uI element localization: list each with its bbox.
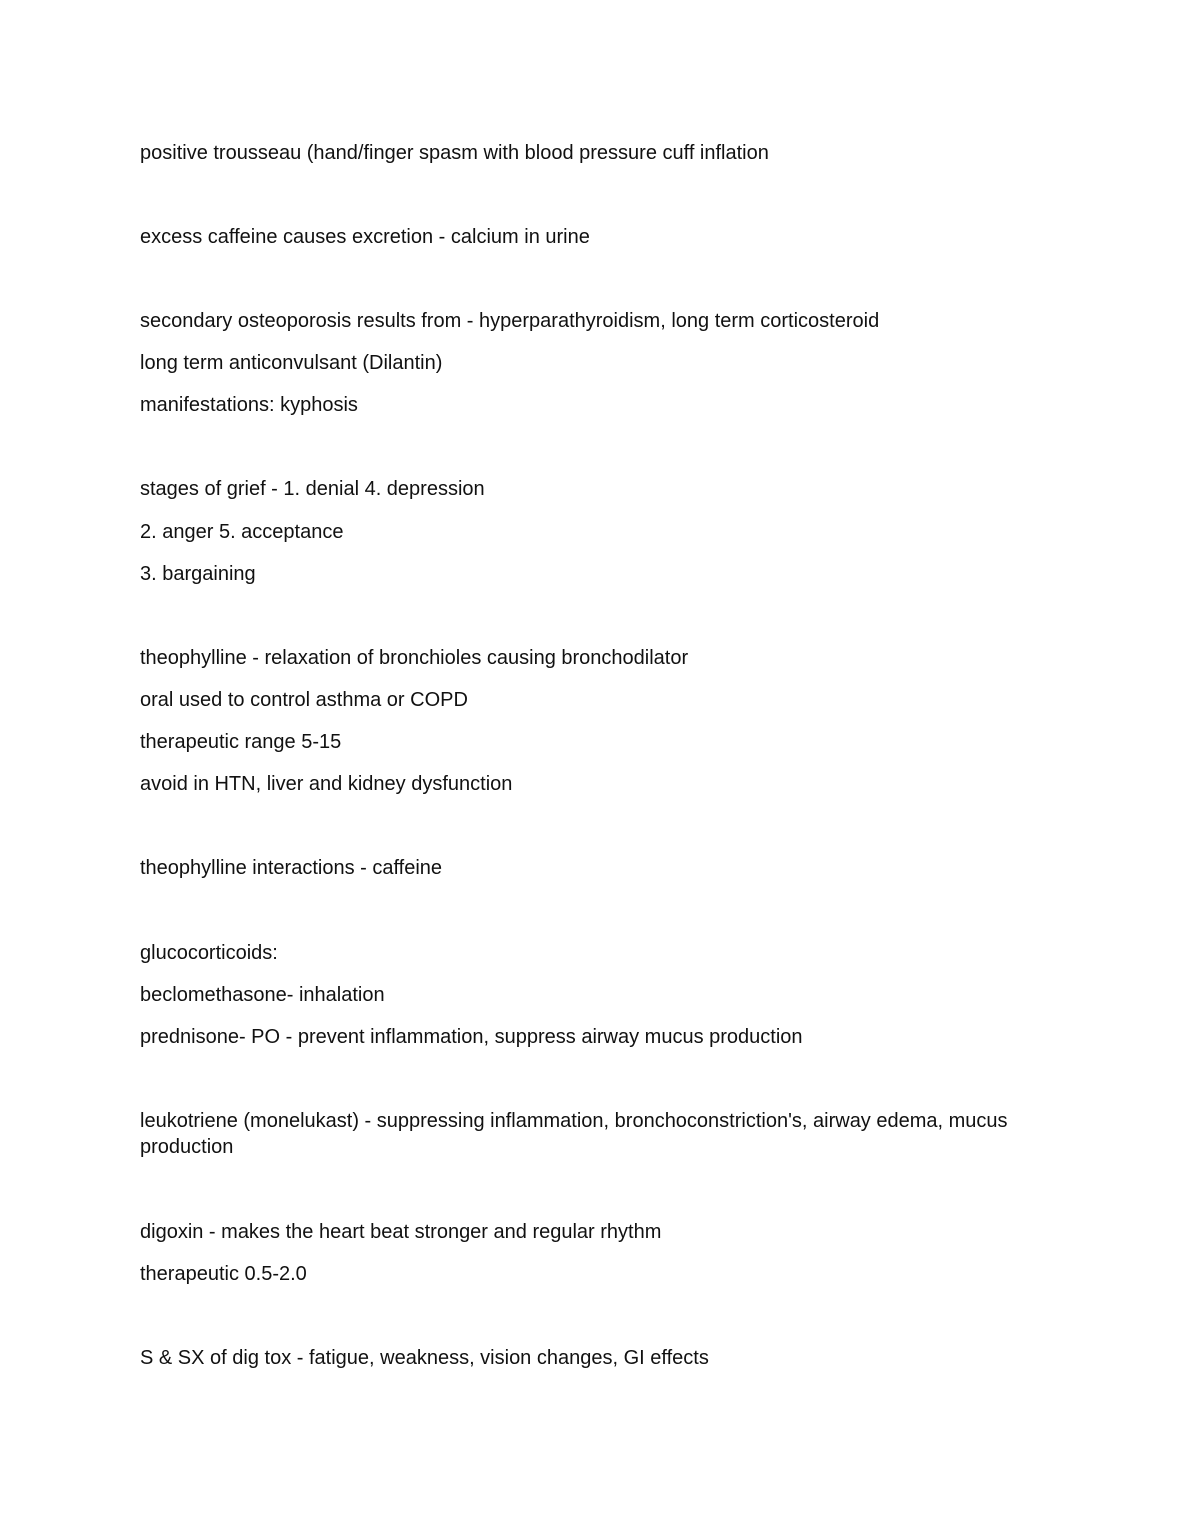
text-line: long term anticonvulsant (Dilantin) xyxy=(140,352,443,374)
text-line: prednisone- PO - prevent inflammation, suppress airway mucus production xyxy=(140,1026,803,1048)
text-line: S & SX of dig tox - fatigue, weakness, vision changes, GI effects xyxy=(140,1347,709,1369)
text-line: theophylline - relaxation of bronchioles causing bronchodilator xyxy=(140,647,689,669)
text-line: manifestations: kyphosis xyxy=(140,394,358,416)
text-line: theophylline interactions - caffeine xyxy=(140,857,443,879)
text-line: leukotriene (monelukast) - suppressing inflammation, bronchoconstriction's, airway edema, mucus production xyxy=(140,1110,1008,1158)
text-line: 2. anger 5. acceptance xyxy=(140,521,344,543)
text-line: glucocorticoids: xyxy=(140,942,278,964)
text-line: therapeutic 0.5-2.0 xyxy=(140,1263,307,1285)
text-line: digoxin - makes the heart beat stronger and regular rhythm xyxy=(140,1221,662,1243)
text-line: stages of grief - 1. denial 4. depression xyxy=(140,478,485,500)
text-line: excess caffeine causes excretion - calcium in urine xyxy=(140,226,590,248)
text-line: positive trousseau (hand/finger spasm with blood pressure cuff inflation xyxy=(140,142,769,164)
text-line: 3. bargaining xyxy=(140,563,256,585)
text-line: therapeutic range 5-15 xyxy=(140,731,342,753)
text-line: avoid in HTN, liver and kidney dysfunction xyxy=(140,773,513,795)
text-line: oral used to control asthma or COPD xyxy=(140,689,468,711)
text-line: secondary osteoporosis results from - hyperparathyroidism, long term corticosteroid xyxy=(140,310,880,332)
text-line: beclomethasone- inhalation xyxy=(140,984,385,1006)
